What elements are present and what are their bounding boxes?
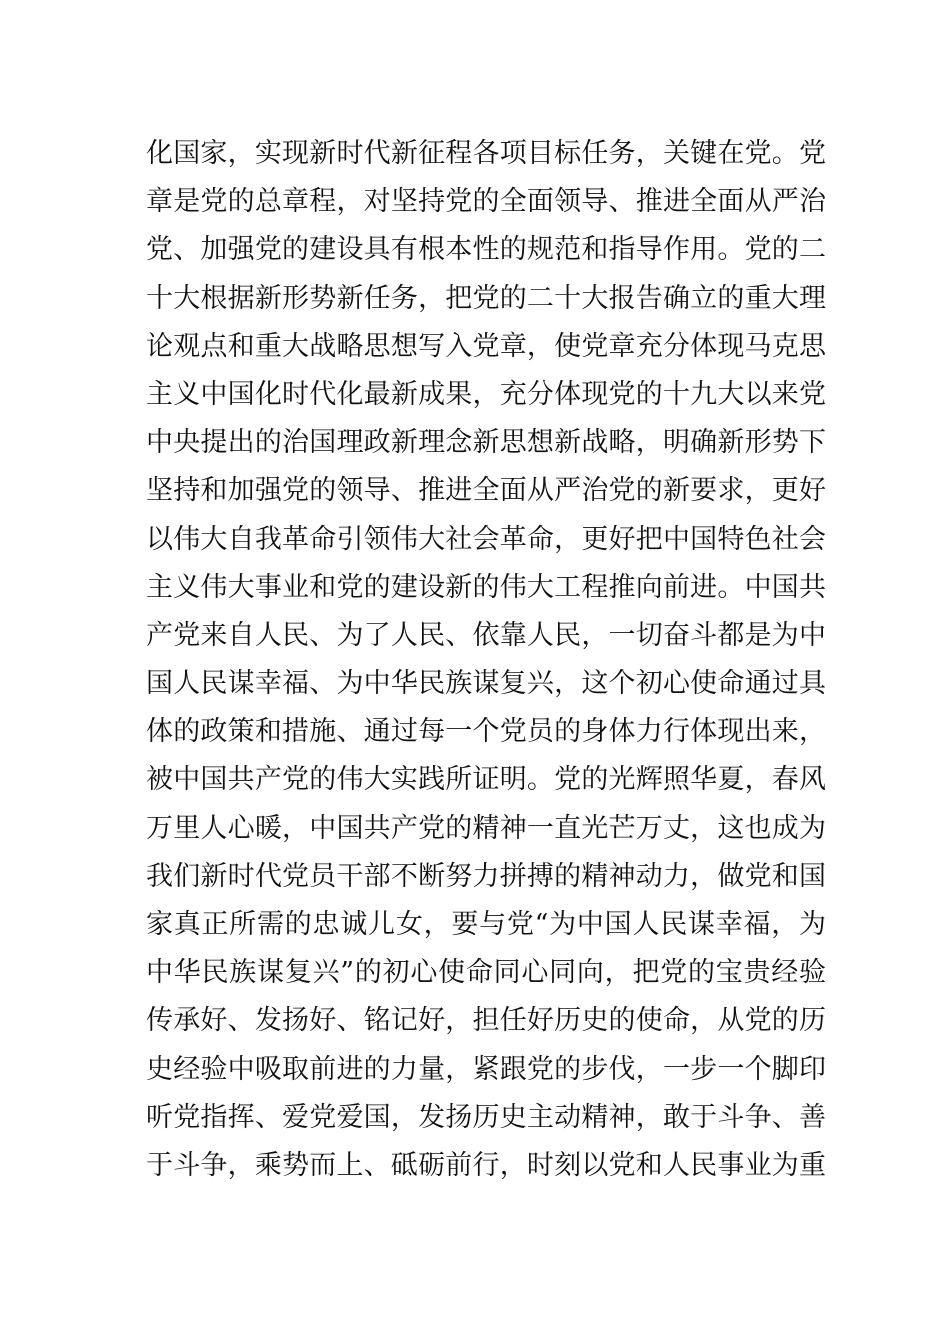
text-line: 我们新时代党员干部不断努力拼搏的精神动力，做党和国 xyxy=(146,860,826,892)
text-line: 万里人心暖，中国共产党的精神一直光芒万丈，这也成为 xyxy=(146,812,826,844)
text-line: 家真正所需的忠诚儿女，要与党“为中国人民谋幸福，为 xyxy=(146,909,826,940)
text-line: 产党来自人民、为了人民、依靠人民，一切奋斗都是为中 xyxy=(146,619,826,651)
text-line: 党、加强党的建设具有根本性的规范和指导作用。党的二 xyxy=(146,234,826,266)
text-line: 体的政策和措施、通过每一个党员的身体力行体现出来， xyxy=(146,716,826,748)
text-line: 坚持和加强党的领导、推进全面从严治党的新要求，更好 xyxy=(146,475,826,507)
text-line: 被中国共产党的伟大实践所证明。党的光辉照华夏，春风 xyxy=(146,764,826,796)
text-line: 主义伟大事业和党的建设新的伟大工程推向前进。中国共 xyxy=(146,571,826,603)
text-line: 国人民谋幸福、为中华民族谋复兴，这个初心使命通过具 xyxy=(146,668,826,700)
text-line: 化国家，实现新时代新征程各项目标任务，关键在党。党 xyxy=(146,138,826,169)
text-line: 十大根据新形势新任务，把党的二十大报告确立的重大理 xyxy=(146,282,826,314)
text-line: 章是党的总章程，对坚持党的全面领导、推进全面从严治 xyxy=(146,186,826,218)
text-line: 以伟大自我革命引领伟大社会革命，更好把中国特色社会 xyxy=(146,523,826,555)
text-line: 史经验中吸取前进的力量，紧跟党的步伐，一步一个脚印 xyxy=(146,1053,826,1085)
text-line: 中央提出的治国理政新理念新思想新战略，明确新形势下 xyxy=(146,427,826,459)
text-line: 主义中国化时代化最新成果，充分体现党的十九大以来党 xyxy=(146,378,826,410)
text-line: 听党指挥、爱党爱国，发扬历史主动精神，敢于斗争、善 xyxy=(146,1101,826,1133)
text-line: 于斗争，乘势而上、砥砺前行，时刻以党和人民事业为重 xyxy=(146,1149,826,1181)
text-line: 传承好、发扬好、铭记好，担任好历史的使命，从党的历 xyxy=(146,1005,826,1037)
text-line: 论观点和重大战略思想写入党章，使党章充分体现马克思 xyxy=(146,330,826,362)
body-text xyxy=(146,130,826,1190)
text-line: 中华民族谋复兴”的初心使命同心同向，把党的宝贵经验 xyxy=(146,957,826,989)
